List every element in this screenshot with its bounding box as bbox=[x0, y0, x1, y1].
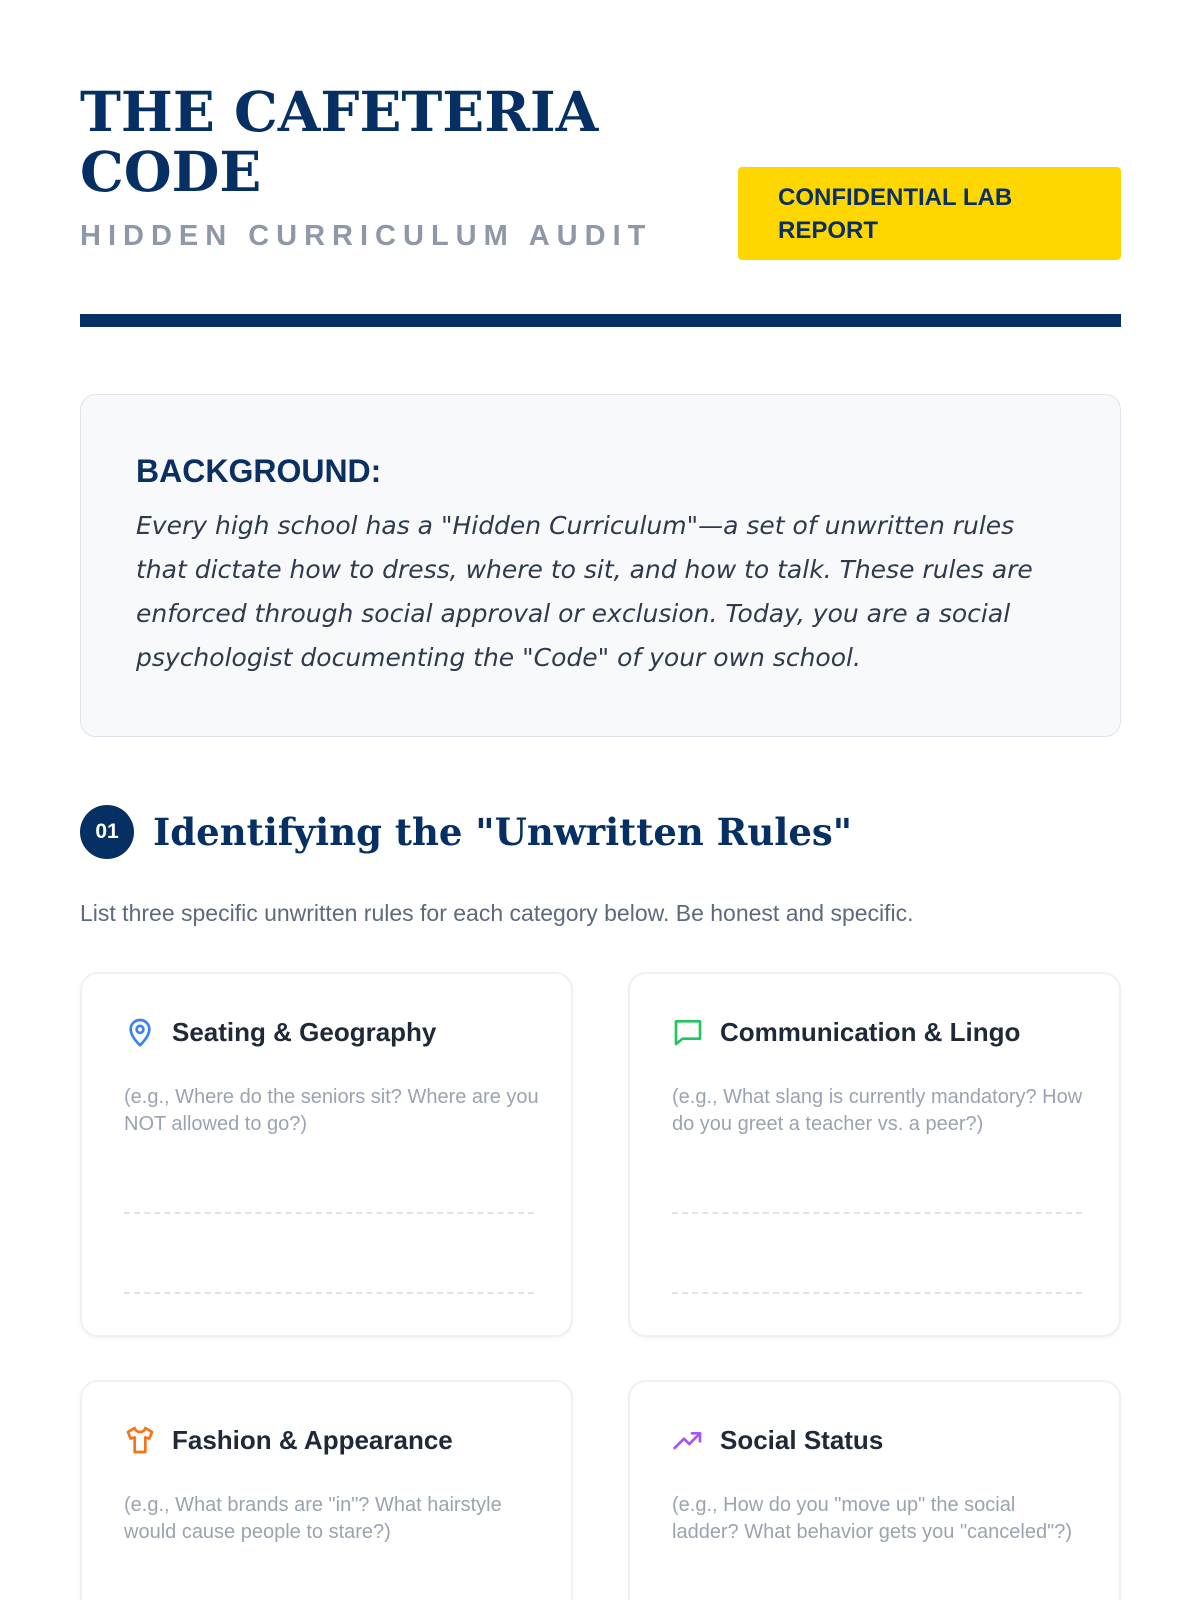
card-header bbox=[124, 1016, 436, 1048]
answer-line[interactable] bbox=[672, 1212, 1082, 1214]
page-subtitle: HIDDEN CURRICULUM AUDIT bbox=[80, 220, 653, 252]
card-header bbox=[672, 1424, 883, 1456]
card-title: Seating & Geography bbox=[172, 1016, 437, 1047]
answer-line[interactable] bbox=[672, 1292, 1082, 1294]
card-hint: (e.g., What slang is currently mandatory? How do you greet a teacher vs. a peer?) bbox=[672, 1086, 1083, 1135]
card-header bbox=[124, 1424, 453, 1456]
card-title: Fashion & Appearance bbox=[172, 1424, 453, 1455]
map-pin-icon bbox=[124, 1016, 156, 1048]
title-line-1: THE CAFETERIA bbox=[80, 79, 599, 144]
background-panel bbox=[80, 394, 1121, 737]
section-instruction: List three specific unwritten rules for each category below. Be honest and specific. bbox=[80, 900, 914, 926]
card-hint: (e.g., Where do the seniors sit? Where are you NOT allowed to go?) bbox=[124, 1086, 539, 1135]
message-square-icon bbox=[672, 1016, 704, 1048]
confidential-badge bbox=[738, 167, 1121, 260]
card-hint: (e.g., What brands are "in"? What hairstyle would cause people to stare?) bbox=[124, 1494, 502, 1543]
header-divider bbox=[80, 314, 1121, 327]
answer-line[interactable] bbox=[124, 1292, 534, 1294]
section-header bbox=[80, 805, 852, 859]
card-title: Social Status bbox=[720, 1424, 884, 1455]
background-heading: BACKGROUND: bbox=[136, 453, 382, 489]
card-fashion-appearance bbox=[80, 1380, 573, 1600]
card-communication-lingo bbox=[628, 972, 1121, 1337]
card-header bbox=[672, 1016, 1020, 1048]
title-line-2: CODE bbox=[80, 139, 262, 204]
section-title: Identifying the "Unwritten Rules" bbox=[153, 810, 853, 854]
card-hint: (e.g., How do you "move up" the social ladder? What behavior gets you "canceled"?) bbox=[672, 1494, 1072, 1543]
card-seating-geography bbox=[80, 972, 573, 1337]
badge-line-2: REPORT bbox=[778, 217, 879, 244]
card-title: Communication & Lingo bbox=[720, 1016, 1021, 1047]
card-social-status bbox=[628, 1380, 1121, 1600]
section-number-badge: 01 bbox=[80, 805, 134, 859]
badge-line-1: CONFIDENTIAL LAB bbox=[778, 184, 1013, 211]
background-text: Every high school has a "Hidden Curriculum"—a set of unwritten rules that dictate how to dress, where to sit, and how to talk. These rules are enforced through social approval or exclusion. Today, you are a social psychologist documenting the "Code" of your own school. bbox=[136, 511, 1033, 672]
page-title bbox=[80, 79, 720, 204]
trending-up-icon bbox=[672, 1424, 704, 1456]
answer-line[interactable] bbox=[124, 1212, 534, 1214]
shirt-icon bbox=[124, 1424, 156, 1456]
